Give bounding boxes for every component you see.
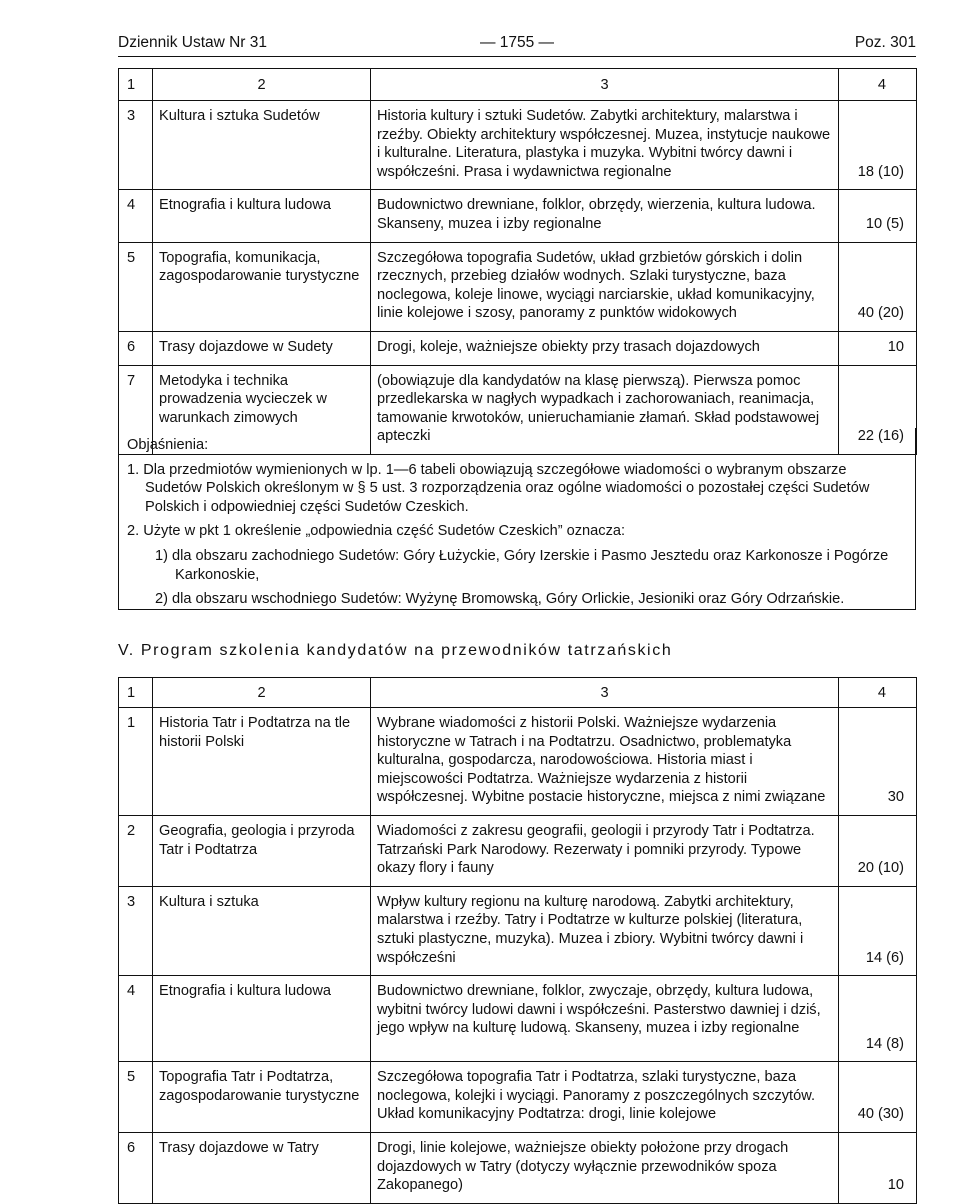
col-number: 1 [119,678,153,708]
row-hours: 40 (20) [839,242,917,331]
row-number: 5 [119,242,153,331]
page-header [118,32,916,57]
table-row [119,815,917,886]
row-content: Drogi, koleje, ważniejsze obiekty przy trasach dojazdowych [371,331,839,365]
row-subject: Trasy dojazdowe w Tatry [153,1132,371,1203]
row-number: 1 [119,708,153,816]
col-number: 3 [371,69,839,101]
table-header-row [119,69,917,101]
col-number: 2 [153,678,371,708]
row-content: (obowiązuje dla kandydatów na klasę pierwszą). Pierwsza pomoc przedlekarska w nagłych wypadkach i zachorowaniach, reanimacja, tamowanie krwotoków, unieruchamianie złamań. Skład podstawowej apteczki [371,365,839,454]
row-subject: Historia Tatr i Podtatrza na tle historii Polski [153,708,371,816]
col-number: 1 [119,69,153,101]
explanation-item: 1. Dla przedmiotów wymienionych w lp. 1—6 tabeli obowiązują szczegółowe wiadomości o wybranym obszarze Sudetów Polskich określonym w § 5 ust. 3 rozporządzenia oraz ogólne wiadomości o pozostałej części Sudetów Polskich i odpowiedniej części Sudetów Czeskich. [127,461,870,515]
row-hours: 22 (16) [839,365,917,454]
row-number: 3 [119,886,153,975]
sudety-program-table [118,68,917,455]
explanations-heading: Objaśnienia: [127,437,209,453]
position-number: Poz. 301 [854,34,916,51]
table-header-row [119,678,917,708]
table-row [119,101,917,190]
row-content: Budownictwo drewniane, folklor, obrzędy, wierzenia, kultura ludowa. Skanseny, muzea i izby regionalne [371,190,839,242]
explanation-subitem: 1) dla obszaru zachodniego Sudetów: Góry Łużyckie, Góry Izerskie i Pasmo Jesztedu oraz Karkonosze i Pogórze Karkonoskie, [155,547,889,583]
row-number: 7 [119,365,153,454]
row-content: Szczegółowa topografia Tatr i Podtatrza, szlaki turystyczne, baza noclegowa, kolejki i wyciągi. Panoramy z poszczególnych szczytów. Układ komunikacyjny Podtatrza: drogi, linie kolejowe [371,1062,839,1133]
row-number: 5 [119,1062,153,1133]
row-number: 3 [119,101,153,190]
row-subject: Geografia, geologia i przyroda Tatr i Podtatrza [153,815,371,886]
row-subject: Etnografia i kultura ludowa [153,190,371,242]
explanations-box [118,428,916,610]
table-row [119,1132,917,1203]
table-row [119,886,917,975]
col-number: 4 [839,678,917,708]
row-hours: 18 (10) [839,101,917,190]
col-number: 2 [153,69,371,101]
table-row [119,1062,917,1133]
table-row [119,708,917,816]
row-subject: Trasy dojazdowe w Sudety [153,331,371,365]
table-row [119,331,917,365]
explanation-item: 2. Użyte w pkt 1 określenie „odpowiednia część Sudetów Czeskich” oznacza: [127,523,626,540]
row-content: Budownictwo drewniane, folklor, zwyczaje, obrzędy, kultura ludowa, wybitni twórcy ludowi dawni i współcześni. Pasterstwo dawniej i dziś, jego wpływ na kulturę ludową. Skanseny, muzea i izby regionalne [371,976,839,1062]
row-content: Szczegółowa topografia Sudetów, układ grzbietów górskich i dolin rzecznych, przebieg działów wodnych. Szlaki turystyczne, baza noclegowa, koleje linowe, wyciągi narciarskie, układ komunikacyjny, linie kolejowe i szosy, panoramy z punktów widokowych [371,242,839,331]
row-hours: 10 [839,331,917,365]
journal-title: Dziennik Ustaw Nr 31 [118,34,268,51]
row-subject: Topografia Tatr i Podtatrza, zagospodarowanie turystyczne [153,1062,371,1133]
row-number: 6 [119,331,153,365]
row-subject: Etnografia i kultura ludowa [153,976,371,1062]
row-number: 2 [119,815,153,886]
tatra-program-table [118,677,917,1204]
row-content: Drogi, linie kolejowe, ważniejsze obiekty położone przy drogach dojazdowych w Tatry (dotyczy wyłącznie przewodników spoza Zakopanego) [371,1132,839,1203]
row-hours: 14 (8) [839,976,917,1062]
row-content: Historia kultury i sztuki Sudetów. Zabytki architektury, malarstwa i rzeźby. Obiekty architektury współczesnej. Muzea, instytucje naukowe i kulturalne. Literatura, plastyka i muzyka. Wybitni twórcy dawni i współcześni. Prasa i wydawnictwa regionalne [371,101,839,190]
row-content: Wpływ kultury regionu na kulturę narodową. Zabytki architektury, malarstwa i rzeźby. Tatry i Podtatrze w kulturze polskiej (literatura, sztuki plastyczne, muzyka). Muzea i zbiory. Wybitni twórcy dawni i współcześni [371,886,839,975]
row-number: 4 [119,190,153,242]
row-hours: 10 (5) [839,190,917,242]
row-hours: 20 (10) [839,815,917,886]
table-row [119,242,917,331]
row-subject: Kultura i sztuka [153,886,371,975]
page-number: — 1755 — [479,34,555,51]
row-number: 4 [119,976,153,1062]
row-content: Wiadomości z zakresu geografii, geologii i przyrody Tatr i Podtatrza. Tatrzański Park Narodowy. Rezerwaty i pomniki przyrody. Typowe okazy flory i fauny [371,815,839,886]
table-row [119,190,917,242]
row-hours: 40 (30) [839,1062,917,1133]
row-subject: Topografia, komunikacja, zagospodarowanie turystyczne [153,242,371,331]
row-hours: 10 [839,1132,917,1203]
row-content: Wybrane wiadomości z historii Polski. Ważniejsze wydarzenia historyczne w Tatrach i na Podtatrzu. Osadnictwo, problematyka kulturalna, gospodarcza, narodowościowa. Historia miast i miejscowości Podtatrza. Ważniejsze wydarzenia z historii współczesnej. Wybitne postacie historyczne, miejsca z nimi związane [371,708,839,816]
table-row [119,976,917,1062]
section-title: V. Program szkolenia kandydatów na przewodników tatrzańskich [118,642,673,659]
col-number: 3 [371,678,839,708]
row-subject: Kultura i sztuka Sudetów [153,101,371,190]
row-subject: Metodyka i technika prowadzenia wycieczek w warunkach zimowych [153,365,371,454]
row-number: 6 [119,1132,153,1203]
row-hours: 14 (6) [839,886,917,975]
col-number: 4 [839,69,917,101]
row-hours: 30 [839,708,917,816]
explanation-subitem: 2) dla obszaru wschodniego Sudetów: Wyżynę Bromowską, Góry Orlickie, Jesioniki oraz Góry Odrzańskie. [155,591,845,608]
